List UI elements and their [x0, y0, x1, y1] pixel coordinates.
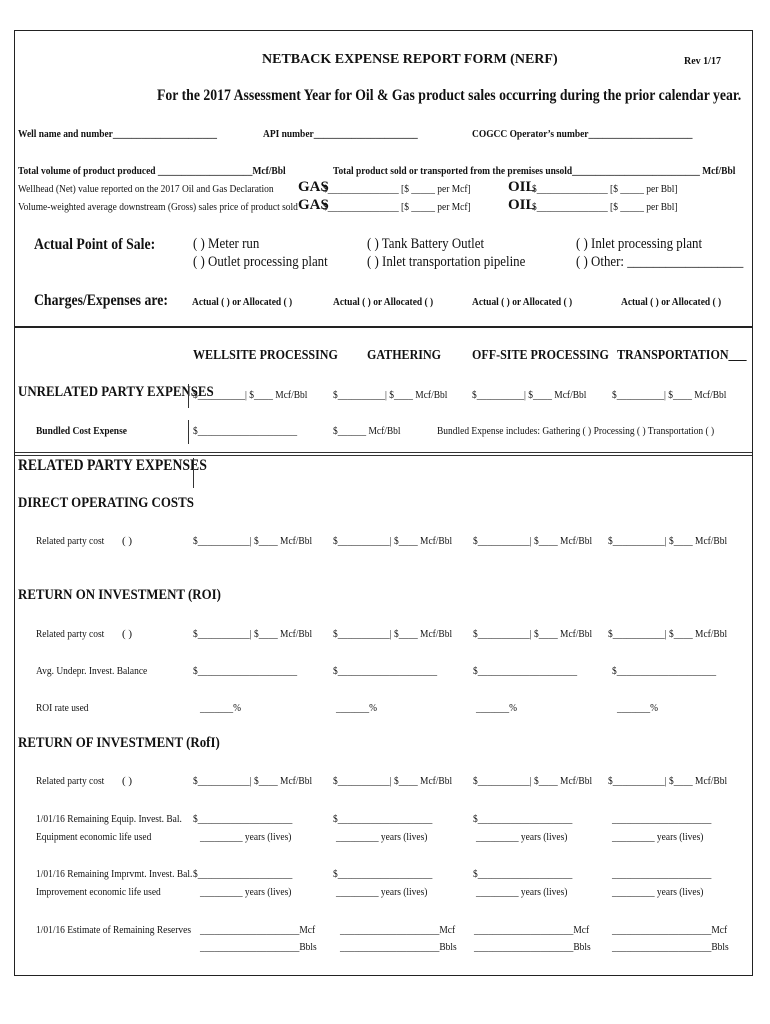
- oil-label: OIL: [508, 197, 536, 213]
- reserves-mcf-transportation-field[interactable]: _____________________Mcf: [612, 924, 728, 936]
- charges-choice-gathering[interactable]: Actual ( ) or Allocated ( ): [333, 296, 434, 308]
- roi-offsite-field[interactable]: $___________| $____ Mcf/Bbl: [473, 628, 593, 640]
- avg-balance-offsite-field[interactable]: $_____________________: [473, 665, 578, 677]
- imprv-balance-transportation-field[interactable]: _____________________: [612, 868, 712, 880]
- rofi-offsite-field[interactable]: $___________| $____ Mcf/Bbl: [473, 775, 593, 787]
- roi-rate-label: ROI rate used: [36, 702, 89, 714]
- rofi-related-cost-label: Related party cost: [36, 775, 105, 787]
- equip-balance-transportation-field[interactable]: _____________________: [612, 813, 712, 825]
- rofi-transportation-field[interactable]: $___________| $____ Mcf/Bbl: [608, 775, 728, 787]
- downstream-price-label: Volume-weighted average downstream (Gross) sales price of product sold: [18, 201, 298, 213]
- charges-choice-offsite[interactable]: Actual ( ) or Allocated ( ): [472, 296, 573, 308]
- roi-related-cost-label: Related party cost: [36, 628, 105, 640]
- reserves-bbl-wellsite-field[interactable]: _____________________Bbls: [200, 941, 317, 953]
- direct-offsite-field[interactable]: $___________| $____ Mcf/Bbl: [473, 535, 593, 547]
- column-divider: [193, 458, 194, 488]
- roi-rate-offsite-field[interactable]: _______%: [476, 702, 517, 714]
- reserves-mcf-offsite-field[interactable]: _____________________Mcf: [474, 924, 590, 936]
- reserves-bbl-offsite-field[interactable]: _____________________Bbls: [474, 941, 591, 953]
- total-produced-field[interactable]: Total volume of product produced ____________________Mcf/Bbl: [18, 165, 286, 177]
- imprv-life-wellsite-field[interactable]: _________ years (lives): [200, 886, 292, 898]
- direct-operating-costs-heading: DIRECT OPERATING COSTS: [18, 495, 194, 511]
- option-tank-battery-outlet[interactable]: ( ) Tank Battery Outlet: [367, 236, 485, 252]
- unrelated-transportation-field[interactable]: $__________| $____ Mcf/Bbl: [612, 389, 727, 401]
- roi-wellsite-field[interactable]: $___________| $____ Mcf/Bbl: [193, 628, 313, 640]
- imprv-balance-offsite-field[interactable]: $____________________: [473, 868, 573, 880]
- roi-related-cost-check[interactable]: ( ): [122, 628, 133, 640]
- roi-gathering-field[interactable]: $___________| $____ Mcf/Bbl: [333, 628, 453, 640]
- bundled-includes-options[interactable]: Bundled Expense includes: Gathering ( ) Processing ( ) Transportation ( ): [437, 425, 715, 437]
- direct-gathering-field[interactable]: $___________| $____ Mcf/Bbl: [333, 535, 453, 547]
- direct-related-cost-check[interactable]: ( ): [122, 535, 133, 547]
- charges-choice-transportation[interactable]: Actual ( ) or Allocated ( ): [621, 296, 722, 308]
- related-party-heading: RELATED PARTY EXPENSES: [18, 457, 207, 474]
- option-outlet-processing-plant[interactable]: ( ) Outlet processing plant: [193, 254, 328, 270]
- reserves-label: 1/01/16 Estimate of Remaining Reserves: [36, 924, 192, 936]
- gas-downstream-field[interactable]: $_______________ [$ _____ per Mcf]: [323, 201, 471, 213]
- column-divider: [188, 384, 189, 408]
- gas-label: GAS: [298, 179, 329, 195]
- column-divider: [188, 420, 189, 444]
- roi-transportation-field[interactable]: $___________| $____ Mcf/Bbl: [608, 628, 728, 640]
- equip-life-offsite-field[interactable]: _________ years (lives): [476, 831, 568, 843]
- api-number-field[interactable]: API number______________________: [263, 128, 418, 140]
- imprv-life-transportation-field[interactable]: _________ years (lives): [612, 886, 704, 898]
- unrelated-gathering-field[interactable]: $__________| $____ Mcf/Bbl: [333, 389, 448, 401]
- gas-wellhead-field[interactable]: $_______________ [$ _____ per Mcf]: [323, 183, 471, 195]
- avg-balance-transportation-field[interactable]: $_____________________: [612, 665, 717, 677]
- point-of-sale-label: Actual Point of Sale:: [34, 236, 156, 253]
- roi-heading: RETURN ON INVESTMENT (ROI): [18, 587, 221, 603]
- oil-downstream-field[interactable]: $_______________ [$ _____ per Bbl]: [532, 201, 678, 213]
- avg-balance-label: Avg. Undepr. Invest. Balance: [36, 665, 148, 677]
- equip-balance-wellsite-field[interactable]: $____________________: [193, 813, 293, 825]
- option-meter-run[interactable]: ( ) Meter run: [193, 236, 260, 252]
- avg-balance-wellsite-field[interactable]: $_____________________: [193, 665, 298, 677]
- equip-balance-offsite-field[interactable]: $____________________: [473, 813, 573, 825]
- rofi-heading: RETURN OF INVESTMENT (RofI): [18, 735, 220, 751]
- unrelated-wellsite-field[interactable]: $__________| $____ Mcf/Bbl: [193, 389, 308, 401]
- avg-balance-gathering-field[interactable]: $_____________________: [333, 665, 438, 677]
- imprv-life-label: Improvement economic life used: [36, 886, 161, 898]
- reserves-mcf-gathering-field[interactable]: _____________________Mcf: [340, 924, 456, 936]
- reserves-bbl-gathering-field[interactable]: _____________________Bbls: [340, 941, 457, 953]
- revision-label: Rev 1/17: [684, 56, 721, 67]
- form-subtitle: For the 2017 Assessment Year for Oil & Gas product sales occurring during the prior calendar year.: [157, 87, 742, 104]
- oil-wellhead-field[interactable]: $_______________ [$ _____ per Bbl]: [532, 183, 678, 195]
- equip-balance-label: 1/01/16 Remaining Equip. Invest. Bal.: [36, 813, 182, 825]
- imprv-balance-gathering-field[interactable]: $____________________: [333, 868, 433, 880]
- rofi-gathering-field[interactable]: $___________| $____ Mcf/Bbl: [333, 775, 453, 787]
- reserves-bbl-transportation-field[interactable]: _____________________Bbls: [612, 941, 729, 953]
- column-transportation: TRANSPORTATION___: [617, 348, 747, 363]
- charges-label: Charges/Expenses are:: [34, 292, 168, 309]
- total-sold-field[interactable]: Total product sold or transported from the premises unsold___________________________ Mcf/Bbl: [333, 165, 736, 177]
- well-name-field[interactable]: Well name and number______________________: [18, 128, 217, 140]
- direct-wellsite-field[interactable]: $___________| $____ Mcf/Bbl: [193, 535, 313, 547]
- roi-rate-transportation-field[interactable]: _______%: [617, 702, 658, 714]
- imprv-life-offsite-field[interactable]: _________ years (lives): [476, 886, 568, 898]
- equip-life-wellsite-field[interactable]: _________ years (lives): [200, 831, 292, 843]
- roi-rate-gathering-field[interactable]: _______%: [336, 702, 377, 714]
- imprv-balance-wellsite-field[interactable]: $____________________: [193, 868, 293, 880]
- bundled-cost-field[interactable]: $_____________________: [193, 425, 298, 437]
- bundled-rate-field[interactable]: $______ Mcf/Bbl: [333, 425, 401, 437]
- reserves-mcf-wellsite-field[interactable]: _____________________Mcf: [200, 924, 316, 936]
- option-other[interactable]: ( ) Other: __________________: [576, 254, 744, 270]
- charges-choice-wellsite[interactable]: Actual ( ) or Allocated ( ): [192, 296, 293, 308]
- equip-life-label: Equipment economic life used: [36, 831, 152, 843]
- equip-balance-gathering-field[interactable]: $____________________: [333, 813, 433, 825]
- direct-related-cost-label: Related party cost: [36, 535, 105, 547]
- unrelated-offsite-field[interactable]: $__________| $____ Mcf/Bbl: [472, 389, 587, 401]
- column-off-site-processing: OFF-SITE PROCESSING: [472, 348, 609, 363]
- imprv-life-gathering-field[interactable]: _________ years (lives): [336, 886, 428, 898]
- section-divider: [15, 455, 752, 456]
- option-inlet-processing-plant[interactable]: ( ) Inlet processing plant: [576, 236, 703, 252]
- section-divider: [15, 326, 752, 328]
- equip-life-transportation-field[interactable]: _________ years (lives): [612, 831, 704, 843]
- operator-number-field[interactable]: COGCC Operator’s number______________________: [472, 128, 693, 140]
- roi-rate-wellsite-field[interactable]: _______%: [200, 702, 241, 714]
- unrelated-party-heading: UNRELATED PARTY EXPENSES: [18, 384, 214, 400]
- wellhead-value-label: Wellhead (Net) value reported on the 2017 Oil and Gas Declaration: [18, 183, 274, 195]
- option-inlet-transportation-pipeline[interactable]: ( ) Inlet transportation pipeline: [367, 254, 526, 270]
- rofi-related-cost-check[interactable]: ( ): [122, 775, 133, 787]
- gas-label: GAS: [298, 197, 329, 213]
- imprv-balance-label: 1/01/16 Remaining Imprvmt. Invest. Bal.: [36, 868, 193, 880]
- section-divider: [15, 452, 752, 453]
- oil-label: OIL: [508, 179, 536, 195]
- column-wellsite-processing: WELLSITE PROCESSING: [193, 348, 338, 363]
- form-title: NETBACK EXPENSE REPORT FORM (NERF): [262, 52, 558, 67]
- direct-transportation-field[interactable]: $___________| $____ Mcf/Bbl: [608, 535, 728, 547]
- bundled-cost-label: Bundled Cost Expense: [36, 425, 127, 437]
- column-gathering: GATHERING: [367, 348, 442, 363]
- rofi-wellsite-field[interactable]: $___________| $____ Mcf/Bbl: [193, 775, 313, 787]
- equip-life-gathering-field[interactable]: _________ years (lives): [336, 831, 428, 843]
